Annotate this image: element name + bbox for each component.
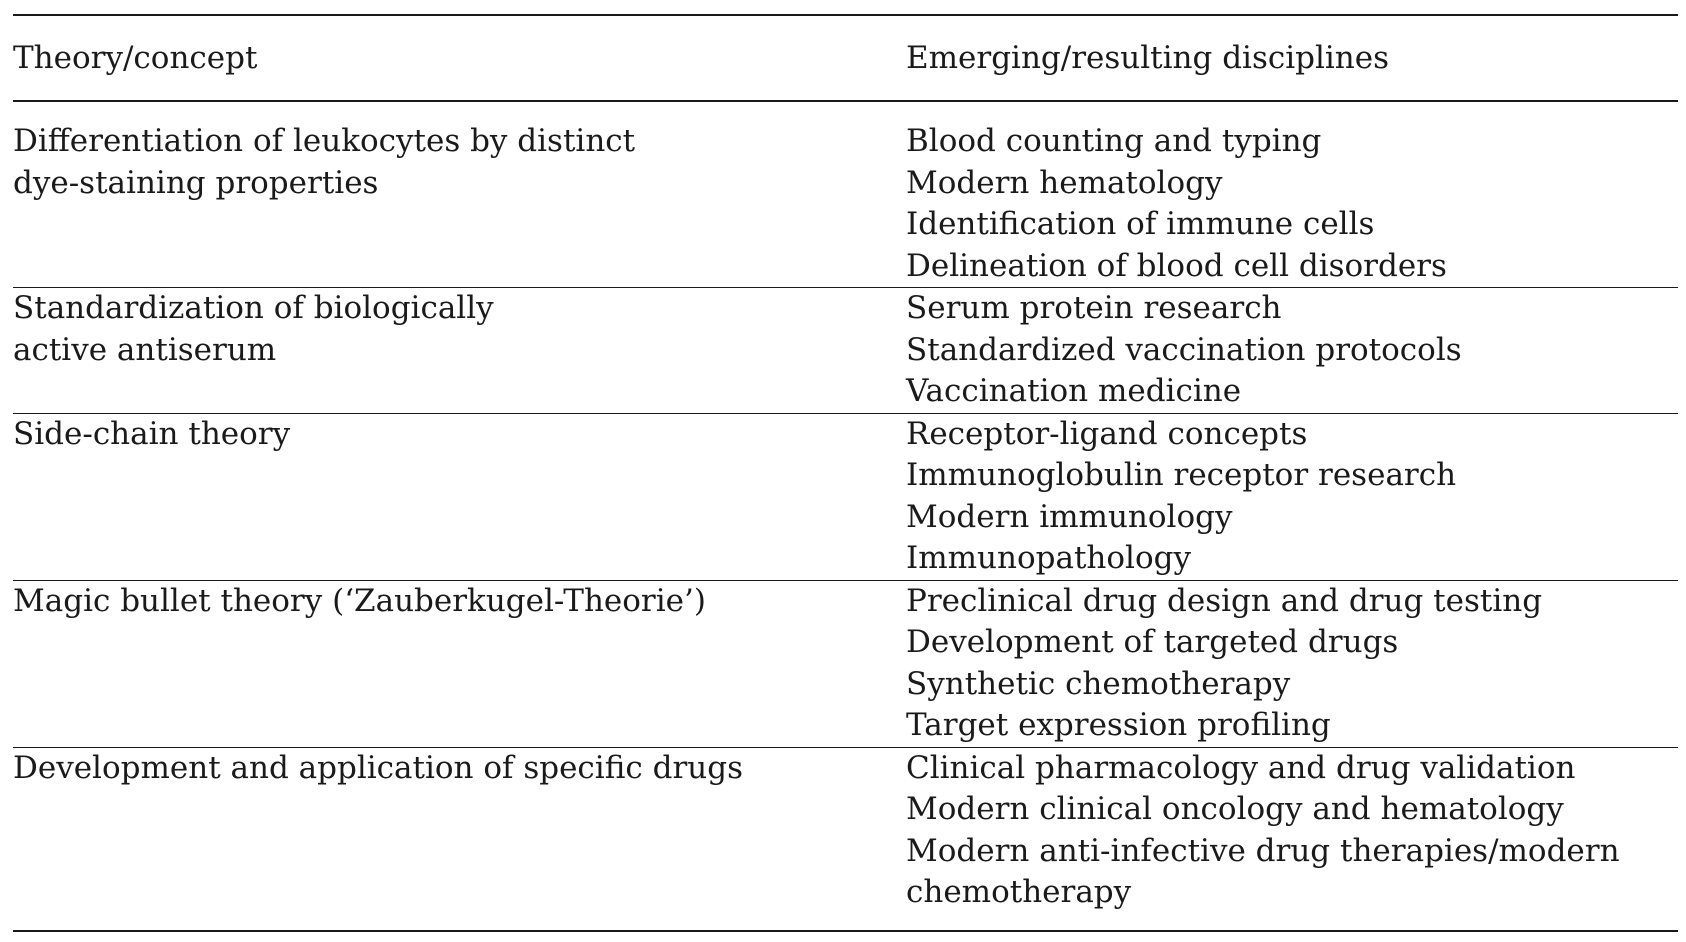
discipline-text: Clinical pharmacology and drug validation [906,749,1576,786]
theory-concept-cell [13,414,873,456]
table-row [13,414,1678,581]
discipline-text: Development of targeted drugs [906,624,1399,660]
header-emerging-disciplines: Emerging/resulting disciplines [906,40,1390,76]
theory-concept-text: active antiserum [13,331,277,368]
table-body [13,102,1678,914]
discipline-text: Identification of immune cells [906,206,1375,242]
discipline-text: Immunopathology [906,540,1191,576]
discipline-text: Receptor-ligand concepts [906,415,1308,452]
discipline-text: Serum protein research [906,290,1282,326]
table-row [13,748,1678,914]
theory-concept-cell [13,748,873,790]
table-row [13,288,1678,414]
discipline-text: chemotherapy [906,874,1132,910]
theory-concept-text: Development and application of specific drugs [13,749,743,786]
discipline-text: Immunoglobulin receptor research [906,457,1457,493]
discipline-text: Modern hematology [906,164,1223,201]
table-row [13,581,1678,748]
table [13,14,1678,932]
discipline-text: Vaccination medicine [906,373,1242,409]
theory-concept-cell [13,581,873,623]
disciplines-cell [906,288,1678,413]
table-row [13,121,1678,288]
discipline-text: Standardized vaccination protocols [906,331,1462,368]
disciplines-cell [906,121,1678,287]
discipline-text: Synthetic chemotherapy [906,665,1291,702]
theory-concept-text: Differentiation of leukocytes by distinct [13,123,636,159]
discipline-text: Modern anti-infective drug therapies/modern [906,832,1620,869]
disciplines-cell [906,414,1678,580]
theory-concept-text: Side-chain theory [13,415,291,452]
theory-concept-text: dye-staining properties [13,164,379,201]
table-bottom-rule [13,930,1678,932]
discipline-text: Modern immunology [906,498,1233,535]
header-theory-concept: Theory/concept [13,40,258,76]
discipline-text: Blood counting and typing [906,123,1322,159]
disciplines-cell [906,581,1678,747]
discipline-text: Preclinical drug design and drug testing [906,582,1543,619]
discipline-text: Target expression profiling [906,707,1331,743]
discipline-text: Delineation of blood cell disorders [906,247,1447,284]
table-header-row [13,16,1678,100]
theory-concept-text: Standardization of biologically [13,290,494,326]
theory-concept-cell [13,288,873,371]
disciplines-cell [906,748,1678,914]
theory-concept-cell [13,121,873,204]
theory-concept-text: Magic bullet theory (‘Zauberkugel-Theorie’) [13,582,706,619]
discipline-text: Modern clinical oncology and hematology [906,791,1564,827]
